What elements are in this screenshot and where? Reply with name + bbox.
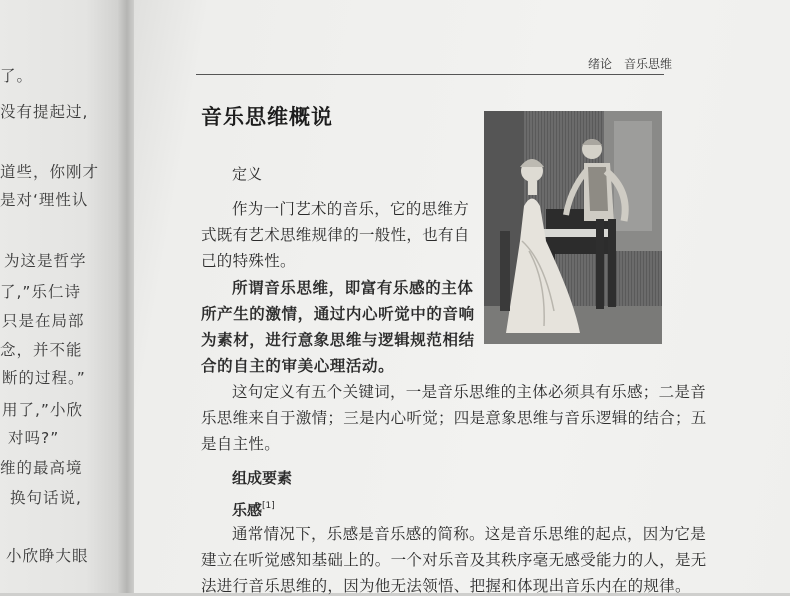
left-text-line: 断的过程。” <box>2 369 86 387</box>
paragraph-line: 式既有艺术思维规律的一般性，也有自 <box>201 226 470 244</box>
paragraph-line: 这句定义有五个关键词，一是音乐思维的主体必须具有乐感；二是音 <box>232 383 707 401</box>
left-text-line: 用了,”小欣 <box>2 401 83 419</box>
left-text-line: 换句话说, <box>10 489 82 507</box>
left-text-line: 道些，你刚才 <box>0 163 100 181</box>
paragraph-line: 己的特殊性。 <box>201 252 296 270</box>
definition-bold-line: 所产生的激情，通过内心听觉中的音响 <box>201 305 475 323</box>
left-text-line: 了。 <box>0 67 34 85</box>
left-page <box>0 0 122 593</box>
left-text-line: 小欣睁大眼 <box>6 547 89 565</box>
left-text-line: 了,”乐仁诗 <box>0 283 81 301</box>
paragraph-line: 作为一门艺术的音乐，它的思维方 <box>232 200 470 218</box>
footnote-marker: [1] <box>262 501 275 511</box>
left-text-line: 没有提起过, <box>0 103 89 121</box>
left-text-line: 是对‘理性认 <box>0 191 89 209</box>
paragraph-line: 是自主性。 <box>201 435 281 453</box>
header-rule <box>196 74 664 75</box>
illustration-engraving <box>484 111 662 344</box>
left-text-line: 念，并不能 <box>0 341 83 359</box>
left-text-line: 为这是哲学 <box>4 252 87 270</box>
running-head <box>588 55 672 72</box>
running-head-right: 音乐思维 <box>624 57 673 71</box>
section-heading-components: 组成要素 <box>232 469 293 487</box>
definition-bold-line: 为素材，进行意象思维与逻辑规范相结 <box>201 331 475 349</box>
subsection-title: 乐感 <box>232 501 263 519</box>
left-text-line: 维的最高境 <box>0 459 83 477</box>
definition-bold-line: 所谓音乐思维，即富有乐感的主体 <box>232 279 474 297</box>
paragraph-line: 建立在听觉感知基础上的。一个对乐音及其秩序毫无感受能力的人，是无 <box>201 551 707 569</box>
paragraph-line: 乐思维来自于激情；三是内心听觉；四是意象思维与音乐逻辑的结合；五 <box>201 409 707 427</box>
left-text-line: 只是在局部 <box>2 312 85 330</box>
definition-bold-line: 合的自主的审美心理活动。 <box>201 357 395 375</box>
paragraph-line: 法进行音乐思维的，因为他无法领悟、把握和体现出音乐内在的规律。 <box>201 577 691 595</box>
chapter-title: 音乐思维概说 <box>201 105 333 129</box>
left-text-line: 对吗?” <box>8 429 60 447</box>
running-head-left: 绪论 <box>588 57 613 71</box>
subsection-heading <box>232 499 275 520</box>
paragraph-line: 通常情况下，乐感是音乐感的简称。这是音乐思维的起点，因为它是 <box>232 525 707 543</box>
section-heading-definition: 定义 <box>232 165 263 183</box>
